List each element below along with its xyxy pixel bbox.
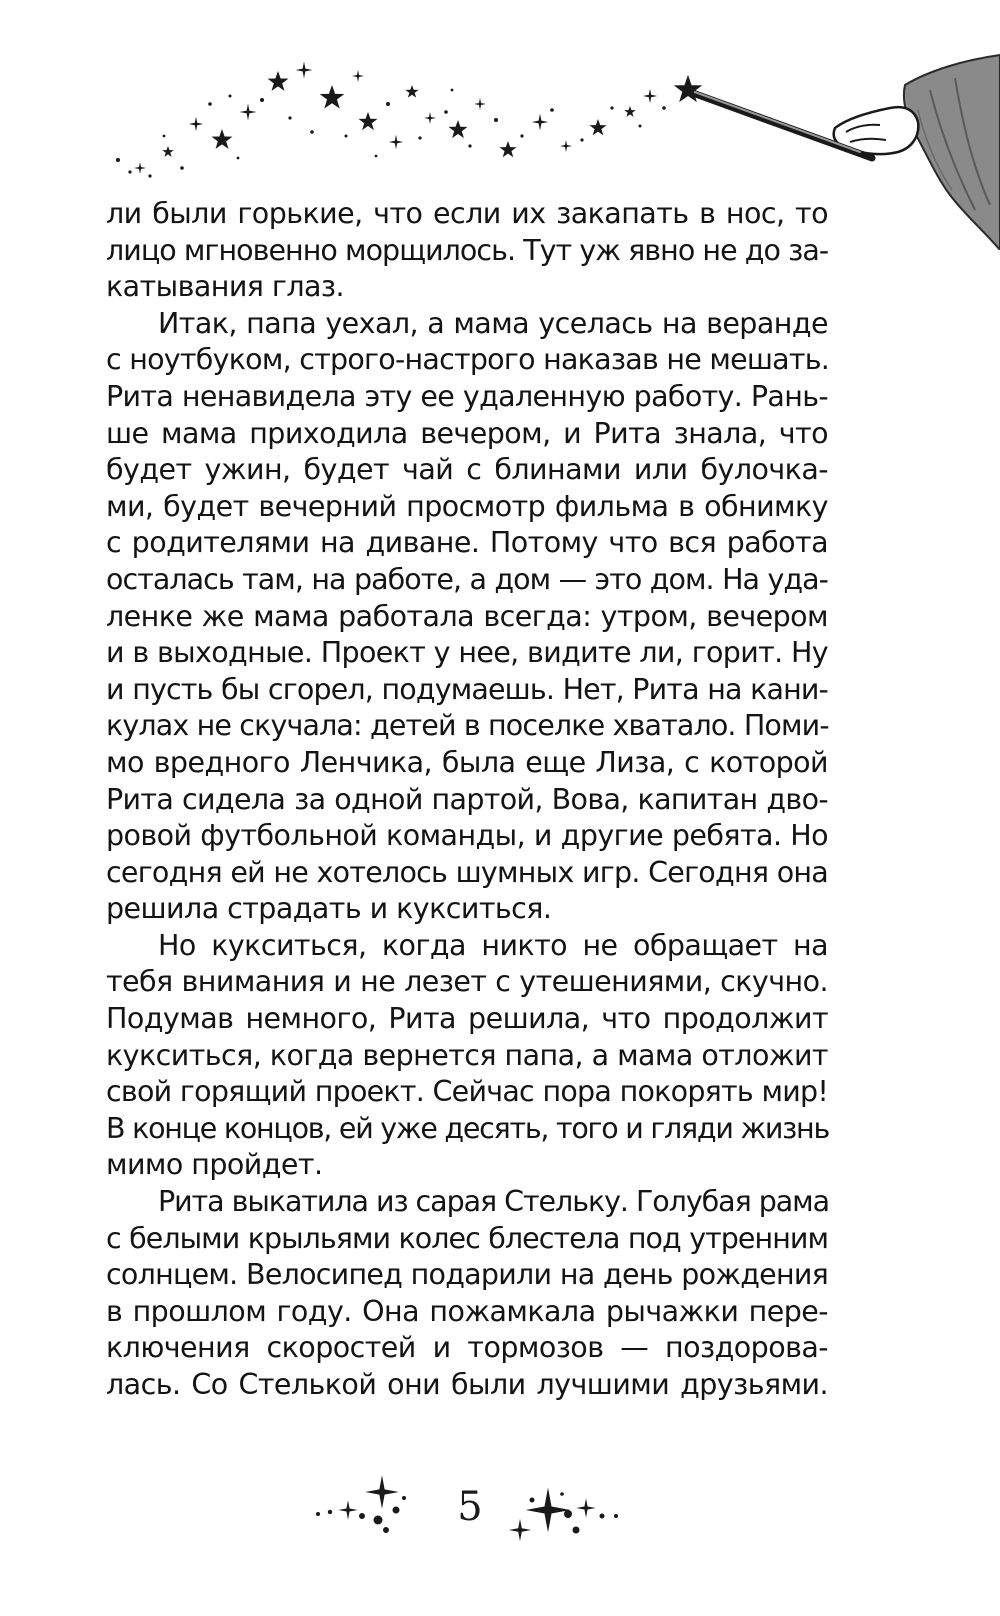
body-text <box>106 196 828 1404</box>
text-line: Подумав немного, Рита решила, что продолжит <box>106 1002 828 1036</box>
text-line: ленке же мама работала всегда: утром, вечером <box>106 599 828 633</box>
text-line: Но кукситься, когда никто не обращает на <box>158 928 828 962</box>
text-line: мимо пройдет. <box>106 1148 323 1182</box>
sleeve-shape <box>904 55 1000 250</box>
text-line: катывания глаз. <box>106 270 345 304</box>
text-line: тебя внимания и не лезет с утешениями, скучно. <box>106 965 828 999</box>
text-line: лицо мгновенно морщилось. Тут уж явно не до за- <box>106 233 829 267</box>
sparkle-stars-left <box>316 1475 406 1533</box>
text-line: мо вредного Ленчика, была еще Лиза, с которой <box>106 745 828 779</box>
text-line: кулах не скучала: детей в поселке хватало. Поми- <box>106 709 829 743</box>
text-line: Рита сидела за одной партой, Вова, капитан дво- <box>106 782 828 816</box>
text-line: ключения скоростей и тормозов — поздорова- <box>106 1331 828 1365</box>
text-line: ше мама приходила вечером, и Рита знала, что <box>106 416 828 450</box>
text-line: ми, будет вечерний просмотр фильма в обнимку <box>106 489 828 523</box>
star-trail <box>116 62 666 178</box>
text-line: свой горящий проект. Сейчас пора покорять мир! <box>106 1075 828 1109</box>
text-line: в прошлом году. Она пожамкала рычажки пере- <box>106 1294 828 1328</box>
text-line: с белыми крыльями колес блестела под утренним <box>106 1221 828 1255</box>
text-line: В конце концов, ей уже десять, того и гляди жизнь <box>106 1111 829 1145</box>
text-line: будет ужин, будет чай с блинами или булочка- <box>106 453 828 487</box>
text-line: осталась там, на работе, а дом — это дом. На уда- <box>106 562 828 596</box>
text-line: ровой футбольной команды, и другие ребята. Но <box>106 819 828 853</box>
text-line: сегодня ей не хотелось шумных игр. Сегодня она <box>106 855 828 889</box>
sparkle-stars-right <box>509 1488 618 1542</box>
text-line: и в выходные. Проект у нее, видите ли, горит. Ну <box>106 636 828 670</box>
text-line: с родителями на диване. Потому что вся работа <box>106 526 828 560</box>
text-line: и пусть бы сгорел, подумаешь. Нет, Рита на кани- <box>106 672 828 706</box>
page-number: 5 <box>457 1484 483 1530</box>
text-line: Рита выкатила из сарая Стельку. Голубая рама <box>158 1185 830 1219</box>
text-line: лась. Со Стелькой они были лучшими друзьями. <box>106 1368 828 1401</box>
text-line: Итак, папа уехал, а мама уселась на веранде <box>158 306 828 340</box>
text-line: с ноутбуком, строго-настрого наказав не мешать. <box>106 343 830 377</box>
text-line: Рита ненавидела эту ее удаленную работу. Рань- <box>106 379 828 413</box>
text-line: солнцем. Велосипед подарили на день рождения <box>106 1258 828 1292</box>
text-line: ли были горькие, что если их закапать в нос, то <box>106 197 828 230</box>
text-line: решила страдать и кукситься. <box>106 892 552 926</box>
text-line: кукситься, когда вернется папа, а мама отложит <box>106 1038 828 1072</box>
wand-icon <box>674 75 872 158</box>
